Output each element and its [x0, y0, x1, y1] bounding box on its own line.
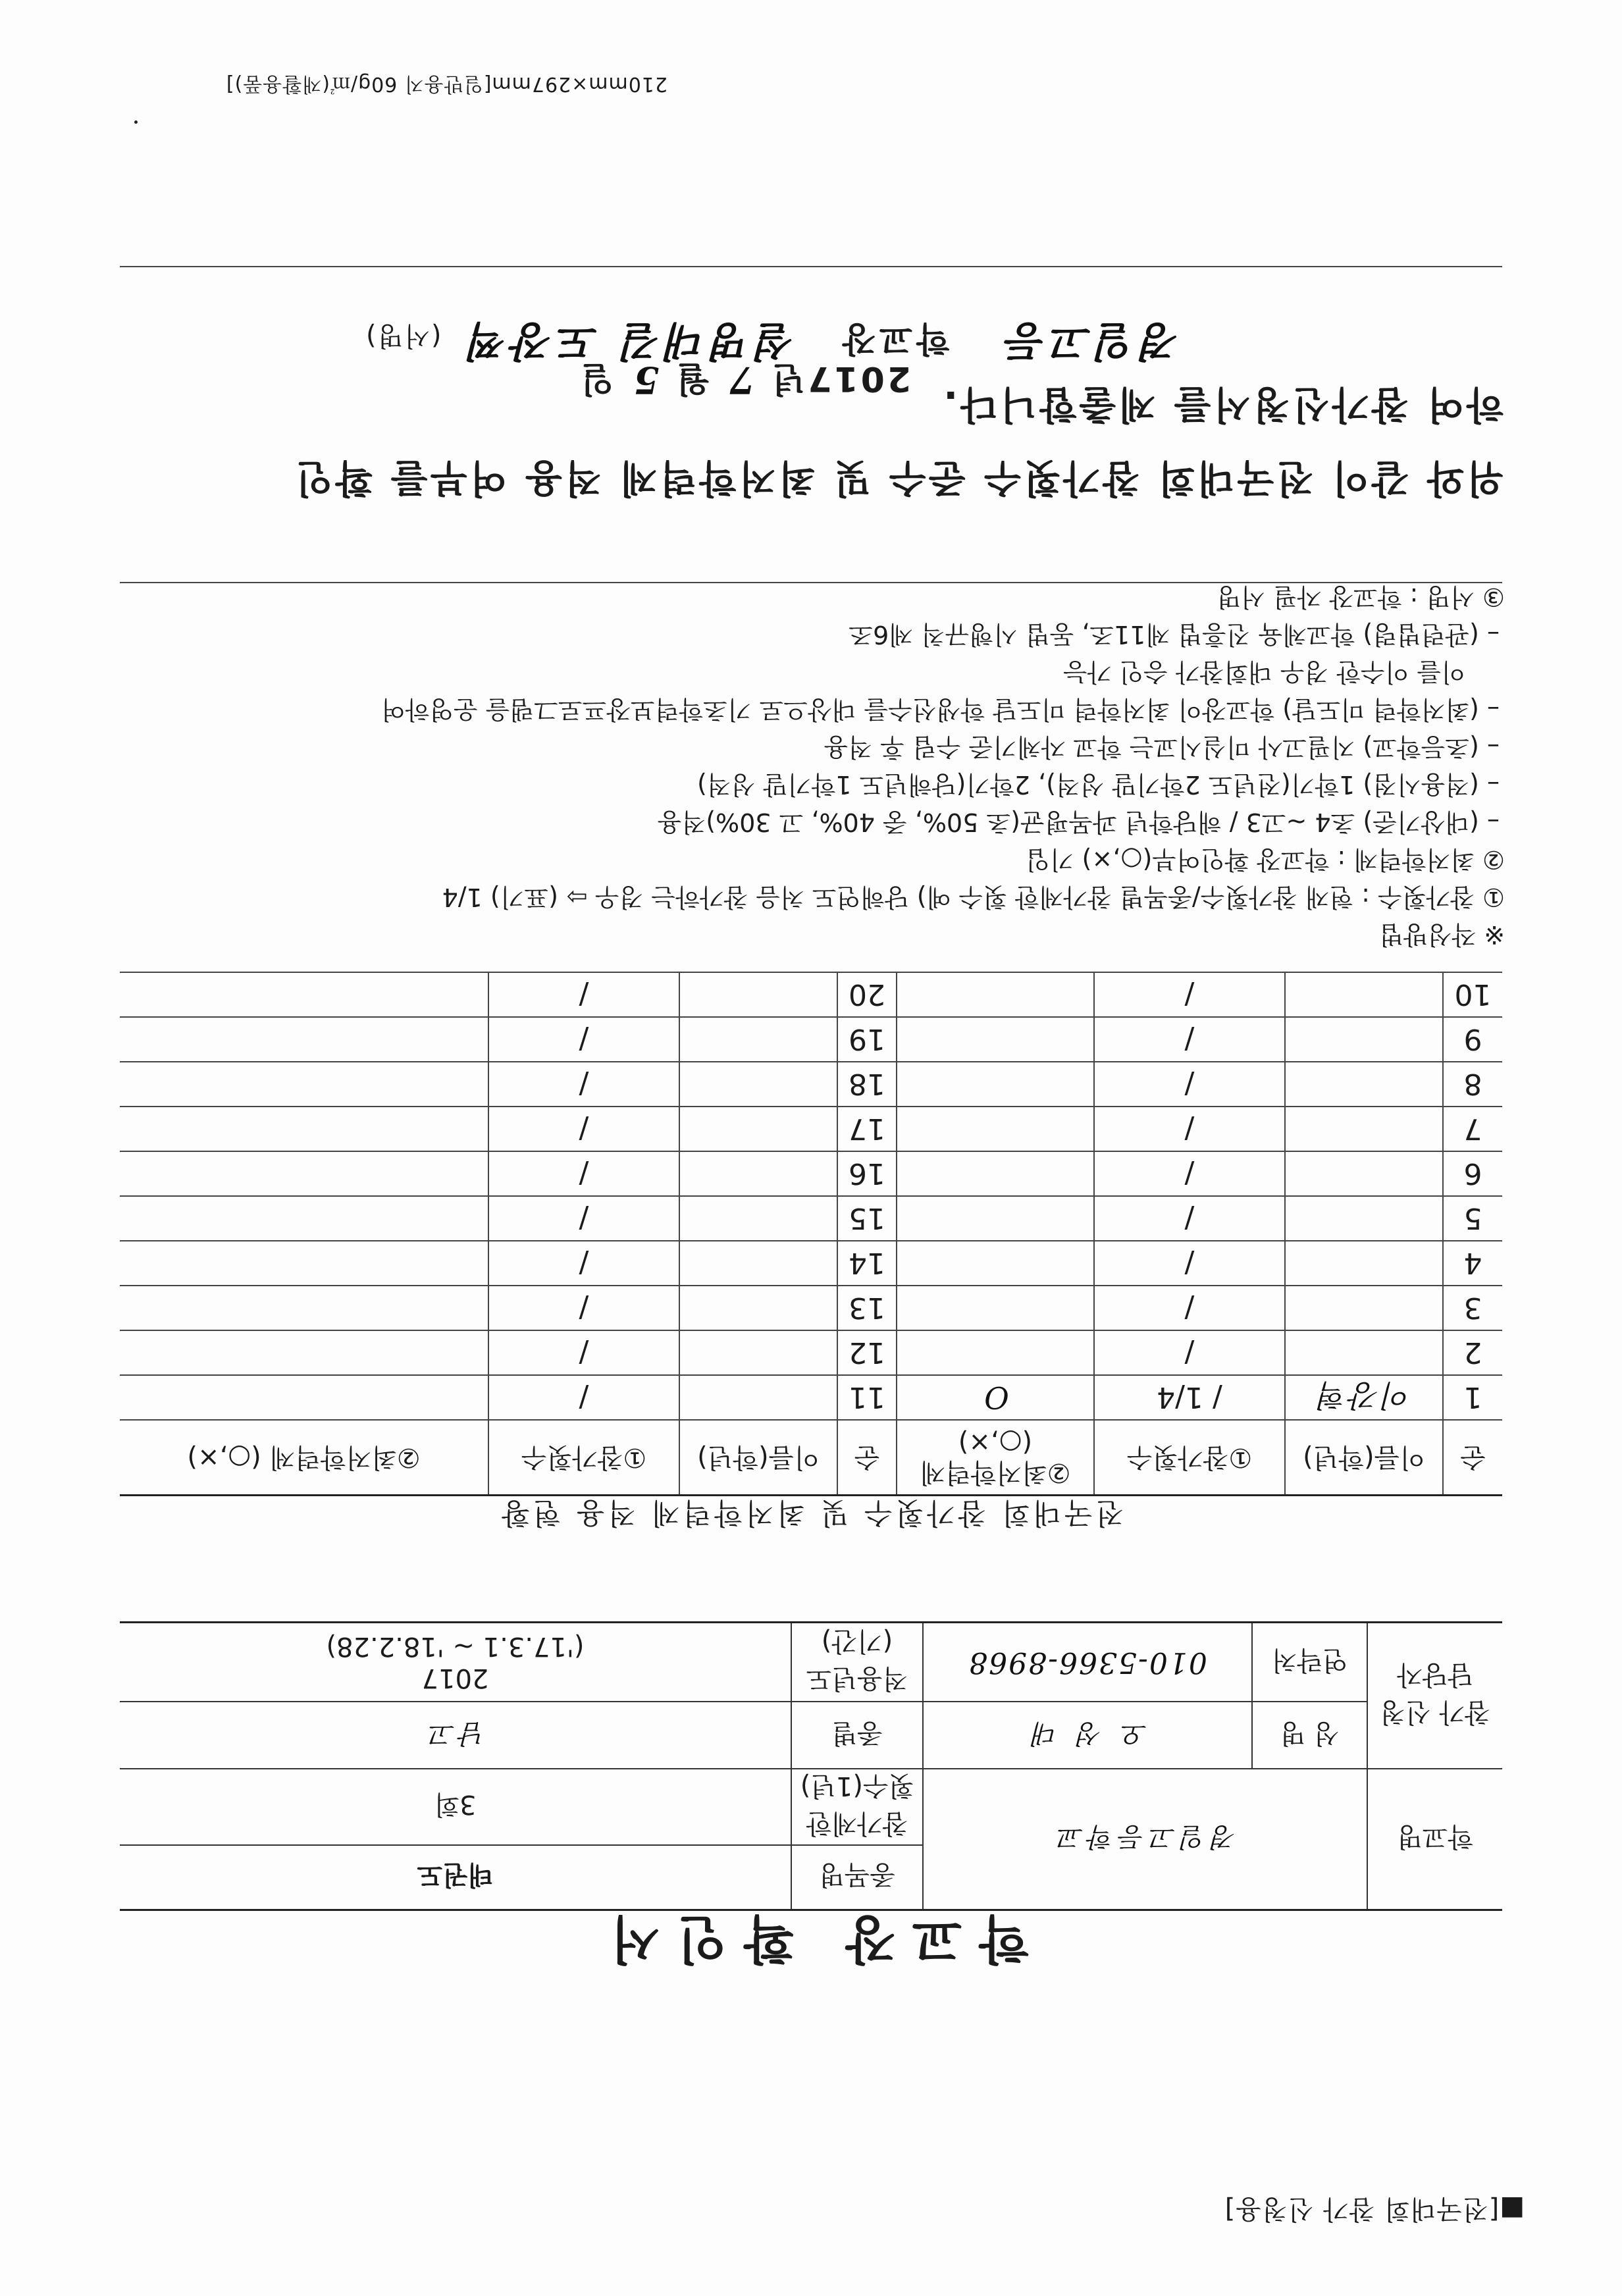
student-name-right	[679, 1017, 837, 1062]
row-number-right: 13	[837, 1286, 897, 1330]
table-row	[120, 1196, 1502, 1241]
contact-value-handwritten: 010-5366-8968	[923, 1623, 1252, 1702]
name-value-handwritten: 오 성 대	[923, 1702, 1252, 1769]
table-row	[120, 1330, 1502, 1375]
participation-count-left: / 1/4	[1094, 1375, 1285, 1420]
min-grade-check-right	[120, 1151, 488, 1196]
contact-label: 연락처	[1252, 1623, 1367, 1702]
participation-count-right: /	[488, 1286, 679, 1330]
date-day-handwritten: 5	[628, 358, 660, 402]
student-name-left	[1285, 1151, 1443, 1196]
min-grade-check-right	[120, 1196, 488, 1241]
year-period: ('17.3.1 ~ '18.2.28)	[326, 1631, 585, 1662]
scan-dot	[134, 120, 138, 124]
min-grade-check-right	[120, 1107, 488, 1151]
school-name-handwritten: 경일고등학교	[923, 1769, 1367, 1910]
row-number-right: 12	[837, 1330, 897, 1375]
min-grade-check-right	[120, 1062, 488, 1107]
table-row	[120, 1107, 1502, 1151]
student-name-right	[679, 1062, 837, 1107]
note-target-period: – (대상기준) 초4 ~고3 / 해당학년 과목평균(초 50%, 중 40%, 고 30%)적용	[657, 808, 1500, 837]
participation-count-left: /	[1094, 972, 1285, 1017]
student-name-left	[1285, 1107, 1443, 1151]
min-grade-check-left	[897, 1286, 1094, 1330]
signing-school-handwritten: 경일고등	[1002, 317, 1181, 365]
writing-instructions	[116, 578, 1505, 953]
participation-count-right: /	[488, 1151, 679, 1196]
date-month-unit: 월	[673, 359, 710, 398]
confirmation-line-1: 위와 같이 전국대회 참가횟수 준수 및 최저학력제 적용 여부를 확인	[293, 456, 1504, 501]
student-name-right	[679, 1151, 837, 1196]
student-name-left	[1285, 972, 1443, 1017]
applicant-info-table	[120, 1621, 1502, 1911]
school-label: 학교명	[1367, 1769, 1502, 1910]
date-year: 2017년	[770, 359, 911, 398]
min-grade-check-left	[897, 1107, 1094, 1151]
row-number-left: 7	[1443, 1107, 1502, 1151]
min-grade-check-right	[120, 972, 488, 1017]
participation-count-right: /	[488, 1062, 679, 1107]
min-grade-check-right	[120, 1375, 488, 1420]
note-application-time: – (적용시점) 1학기(전년도 2학기말 성적), 2학기(당해년도 1학기말 성적)	[697, 770, 1500, 799]
note-below-minimum-cont: 이를 이수한 경우 대회참가 승인 가능	[1062, 658, 1465, 687]
row-number-left: 10	[1443, 972, 1502, 1017]
col-count-right: ①참가횟수	[488, 1420, 679, 1496]
row-number-right: 15	[837, 1196, 897, 1241]
col-min-grade-right: ②최저학력제 (○,×)	[120, 1420, 488, 1496]
row-number-right: 11	[837, 1375, 897, 1420]
applicable-year-label: 적용년도 (기간)	[791, 1623, 923, 1702]
confirmation-line-2: 하여 참가신청서를 제출합니다.	[941, 382, 1504, 427]
seal-mark: (서명)	[365, 321, 442, 351]
col-name-right: 이름(학년)	[679, 1420, 837, 1496]
participation-count-right: /	[488, 1196, 679, 1241]
applicant-label: 참가 신청 담당자	[1367, 1623, 1502, 1769]
participation-count-right: /	[488, 1375, 679, 1420]
date-month-handwritten: 7	[723, 358, 755, 402]
row-number-right: 20	[837, 972, 897, 1017]
min-grade-check-left	[897, 1241, 1094, 1286]
student-name-left	[1285, 1062, 1443, 1107]
min-grade-check-right	[120, 1017, 488, 1062]
row-number-left: 3	[1443, 1286, 1502, 1330]
student-name-right	[679, 1330, 837, 1375]
category-label: 종별	[791, 1702, 923, 1769]
min-grade-check-left: O	[897, 1375, 1094, 1420]
notes-heading: ※ 작성방법	[1379, 920, 1505, 949]
student-name-left	[1285, 1241, 1443, 1286]
note-signature: ③ 서명 : 학교장 자필 서명	[1216, 583, 1505, 612]
divider-lower	[120, 266, 1502, 267]
event-name-value: 태권도	[120, 1845, 791, 1910]
date-day-unit: 일	[578, 359, 614, 398]
row-number-left: 2	[1443, 1330, 1502, 1375]
col-no-left: 순	[1443, 1420, 1502, 1496]
row-number-right: 14	[837, 1241, 897, 1286]
student-name-left: 이강혁	[1285, 1375, 1443, 1420]
row-number-left: 4	[1443, 1241, 1502, 1286]
row-number-left: 6	[1443, 1151, 1502, 1196]
min-grade-check-left	[897, 1062, 1094, 1107]
student-name-right	[679, 1107, 837, 1151]
table-row	[120, 1241, 1502, 1286]
participation-count-value: 3회	[120, 1769, 791, 1845]
student-name-right	[679, 1286, 837, 1330]
min-grade-check-left	[897, 1017, 1094, 1062]
row-number-right: 17	[837, 1107, 897, 1151]
participation-count-left: /	[1094, 1062, 1285, 1107]
row-number-left: 8	[1443, 1062, 1502, 1107]
row-number-left: 1	[1443, 1375, 1502, 1420]
participation-status-table	[120, 972, 1502, 1496]
table-row	[120, 972, 1502, 1017]
participation-count-left: /	[1094, 1107, 1285, 1151]
row-number-right: 18	[837, 1062, 897, 1107]
min-grade-check-left	[897, 1151, 1094, 1196]
note-minimum-grade: ② 최저학력제 : 학교장 확인여부(○,×) 기입	[1026, 845, 1505, 874]
applicable-year-value	[120, 1623, 791, 1702]
note-below-minimum: – (최저학력 미도달) 학교장이 최저학력 미도달 학생선수를 대상으로 기초학력보장프로그램을 운영하여	[380, 695, 1500, 724]
year-value: 2017	[421, 1663, 489, 1694]
participation-rows	[120, 972, 1502, 1420]
participation-count-right: /	[488, 1330, 679, 1375]
student-name-left	[1285, 1286, 1443, 1330]
event-name-label: 종목명	[791, 1845, 923, 1910]
table-row	[120, 1286, 1502, 1330]
col-count-left: ①참가횟수	[1094, 1420, 1285, 1496]
min-grade-check-right	[120, 1330, 488, 1375]
paper-spec-note: 210mm×297mm[일반용지 60g/㎡(재활용품)]	[225, 72, 667, 95]
principal-title: 학교장	[838, 319, 950, 358]
min-grade-check-right	[120, 1241, 488, 1286]
participation-count-left: /	[1094, 1330, 1285, 1375]
note-new-students: – (초등학교) 지필고사 미실시교는 학교 자체기준 수립 후 적용	[824, 733, 1500, 762]
row-number-right: 19	[837, 1017, 897, 1062]
form-header-note: ■[전국대회 참가 신청용]	[1224, 2194, 1525, 2224]
table-row	[120, 1375, 1502, 1420]
min-grade-check-right	[120, 1286, 488, 1330]
participation-count-right: /	[488, 972, 679, 1017]
principal-name-handwritten: 설명대길 도장찍	[463, 317, 797, 365]
col-min-grade-left: ②최저학력제 (○,×)	[897, 1420, 1094, 1496]
participation-count-left: /	[1094, 1151, 1285, 1196]
col-name-left: 이름(학년)	[1285, 1420, 1443, 1496]
signature-row	[365, 315, 1181, 374]
note-legal-basis: – (관련법령) 학교체육 진흥법 제11조, 동법 시행규칙 제6조	[849, 620, 1500, 649]
table-row	[120, 1062, 1502, 1107]
min-grade-check-left	[897, 1330, 1094, 1375]
student-name-right	[679, 1375, 837, 1420]
category-value-handwritten: 남고	[120, 1702, 791, 1769]
note-participation-count: ① 참가횟수 : 현재 참가횟수/종목별 참가제한 횟수 예) 당해연도 처음 참가하는 경우 ⇨ (표기) 1/4	[442, 883, 1505, 912]
divider-upper	[120, 582, 1502, 583]
participation-count-left: /	[1094, 1241, 1285, 1286]
col-no-right: 순	[837, 1420, 897, 1496]
participation-count-left: /	[1094, 1017, 1285, 1062]
name-label: 성 명	[1252, 1702, 1367, 1769]
row-number-left: 5	[1443, 1196, 1502, 1241]
student-name-right	[679, 972, 837, 1017]
document-title: 학교장 확인서	[593, 1909, 1029, 1968]
student-name-left	[1285, 1196, 1443, 1241]
participation-count-right: /	[488, 1017, 679, 1062]
participation-count-left: /	[1094, 1196, 1285, 1241]
table-row	[120, 1017, 1502, 1062]
row-number-left: 9	[1443, 1017, 1502, 1062]
student-name-left	[1285, 1017, 1443, 1062]
participation-count-left: /	[1094, 1286, 1285, 1330]
table-row	[120, 1151, 1502, 1196]
student-name-right	[679, 1196, 837, 1241]
participation-count-right: /	[488, 1241, 679, 1286]
participation-count-right: /	[488, 1107, 679, 1151]
min-grade-check-left	[897, 1196, 1094, 1241]
participation-count-label: 참가제한 횟수(1년)	[791, 1769, 923, 1845]
status-section-title: 전국대회 참가횟수 및 최저학력제 적용 현황	[498, 1496, 1124, 1530]
student-name-left	[1285, 1330, 1443, 1375]
student-name-right	[679, 1241, 837, 1286]
row-number-right: 16	[837, 1151, 897, 1196]
min-grade-check-left	[897, 972, 1094, 1017]
